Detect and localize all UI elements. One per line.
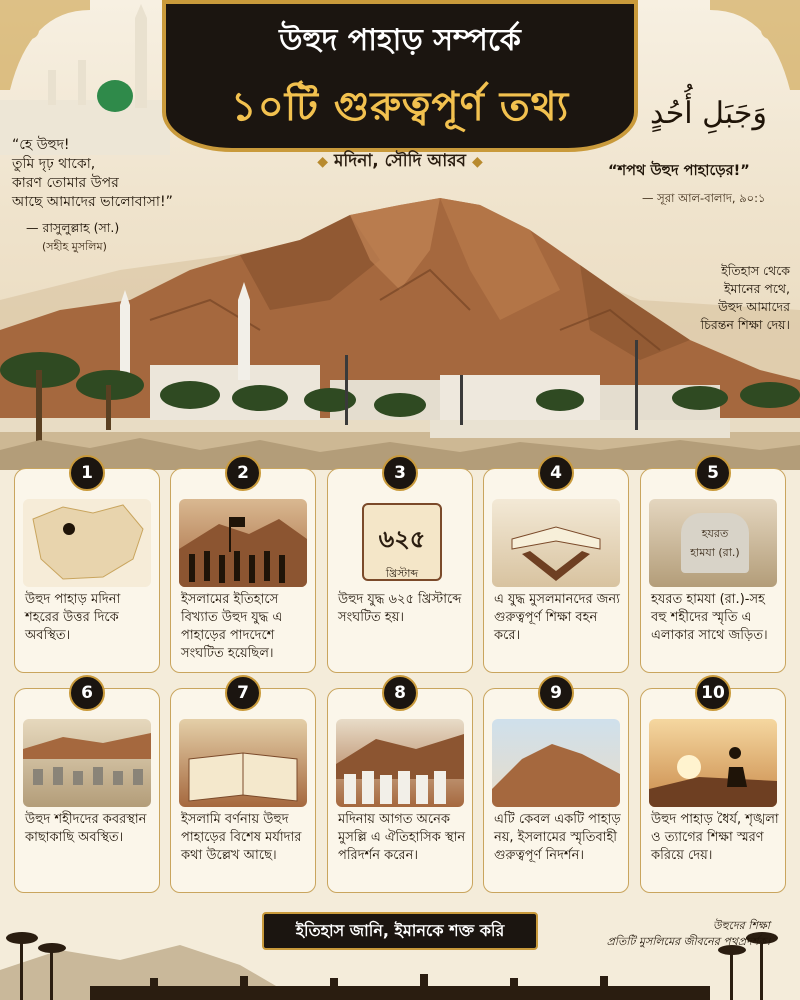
flag-icon (231, 517, 245, 527)
card-text: মদিনায় আগত অনেক মুসল্লি এ ঐতিহাসিক স্থান পরিদর্শন করেন। (338, 812, 466, 863)
mountain-illustration-small (492, 719, 620, 807)
location-pin-icon (63, 523, 75, 535)
sitting-person-icon (727, 747, 747, 787)
side-note-line: ইমানের পথে, (724, 281, 790, 296)
card-text: এ যুদ্ধ মুসলমানদের জন্য গুরুত্বপূর্ণ শিক্ষা বহন করে। (494, 592, 620, 643)
quran-quote-source: — সূরা আল-বালাদ, ৯০:১ (642, 191, 766, 205)
quote-source: (সহীহ মুসলিম) (42, 240, 107, 253)
calendar-label: খ্রিস্টাব্দ (385, 567, 419, 580)
sunset-illustration (649, 719, 777, 807)
card-text: ইসলামের ইতিহাসে বিখ্যাত উহুদ যুদ্ধ এ পাহাড়ের পাদদেশে সংঘটিত হয়েছিল। (181, 592, 283, 661)
side-note-line: চিরন্তন শিক্ষা দেয়। (700, 317, 790, 332)
card-number: 9 (538, 675, 574, 711)
sun-icon (677, 755, 701, 779)
fact-card-8 (327, 683, 473, 893)
mountain-icon (492, 744, 620, 807)
stone-line-1: হযরত (701, 527, 729, 540)
card-number: 5 (695, 455, 731, 491)
calendar-icon (362, 503, 442, 581)
fact-card-9 (483, 683, 629, 893)
quote-attribution: — রাসুলুল্লাহ (সা.) (26, 220, 120, 235)
corner-ornament-left (0, 0, 90, 90)
fact-card-3 (327, 463, 473, 673)
book-stand-icon (522, 551, 590, 581)
quran-stand-illustration (492, 499, 620, 587)
card-number: 7 (225, 675, 261, 711)
fact-card-1 (14, 463, 160, 673)
quote-line: আছে আমাদের ভালোবাসা!” (12, 194, 173, 210)
card-number: 6 (69, 675, 105, 711)
location-subtitle (270, 148, 530, 176)
card-number: 4 (538, 455, 574, 491)
arabic-verse: وَجَبَلِ أُحُدٍ (650, 96, 767, 131)
title-line-2: ১০টি গুরুত্বপূর্ণ তথ্য (230, 84, 570, 130)
title-line-1: উহুদ পাহাড় সম্পর্কে (279, 23, 521, 58)
fact-card-2 (170, 463, 316, 673)
quote-line: কারণ তোমার উপর (12, 175, 119, 191)
grave-stone-illustration (649, 499, 777, 587)
fact-card-10 (640, 683, 786, 893)
side-note (660, 262, 790, 334)
footer-note-line-2: প্রতিটি মুসলিমের জীবনের পথপ্রদর্শক। (606, 935, 770, 948)
card-text: উহুদ যুদ্ধ ৬২৫ খ্রিস্টাব্দে সংঘটিত হয়। (338, 592, 462, 625)
map-illustration (23, 499, 151, 587)
open-book-illustration (179, 719, 307, 807)
corner-ornament-right (710, 0, 800, 90)
hadith-quote (12, 136, 224, 256)
card-text: এটি কেবল একটি পাহাড় নয়, ইসলামের স্মৃতিবাহী গুরুত্বপূর্ণ নিদর্শন। (494, 812, 621, 863)
calendar-year: ৬২৫ (378, 525, 426, 553)
title-banner (162, 0, 638, 152)
diamond-ornament-icon: ◆ (317, 154, 329, 170)
card-text: উহুদ পাহাড় ধৈর্য, শৃঙ্খলা ও ত্যাগের শিক্ষা স্মরণ করিয়ে দেয়। (651, 812, 779, 863)
diamond-ornament-icon: ◆ (471, 154, 483, 170)
quran-quote (608, 160, 794, 209)
quote-line: তুমি দৃঢ় থাকো, (12, 156, 96, 172)
card-text: ইসলামি বর্ণনায় উহুদ পাহাড়ের বিশেষ মর্যাদার কথা উল্লেখ আছে। (181, 812, 302, 863)
quote-line: “হে উহুদ! (12, 137, 70, 153)
card-text: উহুদ পাহাড় মদিনা শহরের উত্তর দিকে অবস্থিত। (25, 592, 121, 643)
calendar-illustration (336, 499, 464, 587)
card-number: 3 (382, 455, 418, 491)
quran-quote-text: “শপথ উহুদ পাহাড়ের!” (608, 163, 750, 179)
pilgrims-illustration (336, 719, 464, 807)
card-number: 1 (69, 455, 105, 491)
card-text: হযরত হামযা (রা.)-সহ বহু শহীদের স্মৃতি এ এলাকার সাথে জড়িত। (651, 592, 768, 643)
fact-card-4 (483, 463, 629, 673)
fact-card-5 (640, 463, 786, 673)
footer-note-line-1: উহুদের শিক্ষা (712, 919, 770, 932)
side-note-line: উহুদ আমাদের (718, 299, 790, 314)
cemetery-illustration (23, 719, 151, 807)
card-text: উহুদ শহীদদের কবরস্থান কাছাকাছি অবস্থিত। (25, 812, 147, 845)
side-note-line: ইতিহাস থেকে (721, 263, 790, 278)
card-number: 8 (382, 675, 418, 711)
grave-stone-icon (681, 513, 749, 573)
location-text: মদিনা, সৌদি আরব (333, 151, 467, 171)
footer-note (560, 918, 770, 950)
fact-card-6 (14, 683, 160, 893)
fact-card-7 (170, 683, 316, 893)
card-number: 10 (695, 675, 731, 711)
card-number: 2 (225, 455, 261, 491)
battle-illustration (179, 499, 307, 587)
stone-line-2: হামযা (রা.) (690, 546, 740, 559)
footer-banner: ইতিহাস জানি, ইমানকে শক্ত করি (262, 912, 538, 950)
